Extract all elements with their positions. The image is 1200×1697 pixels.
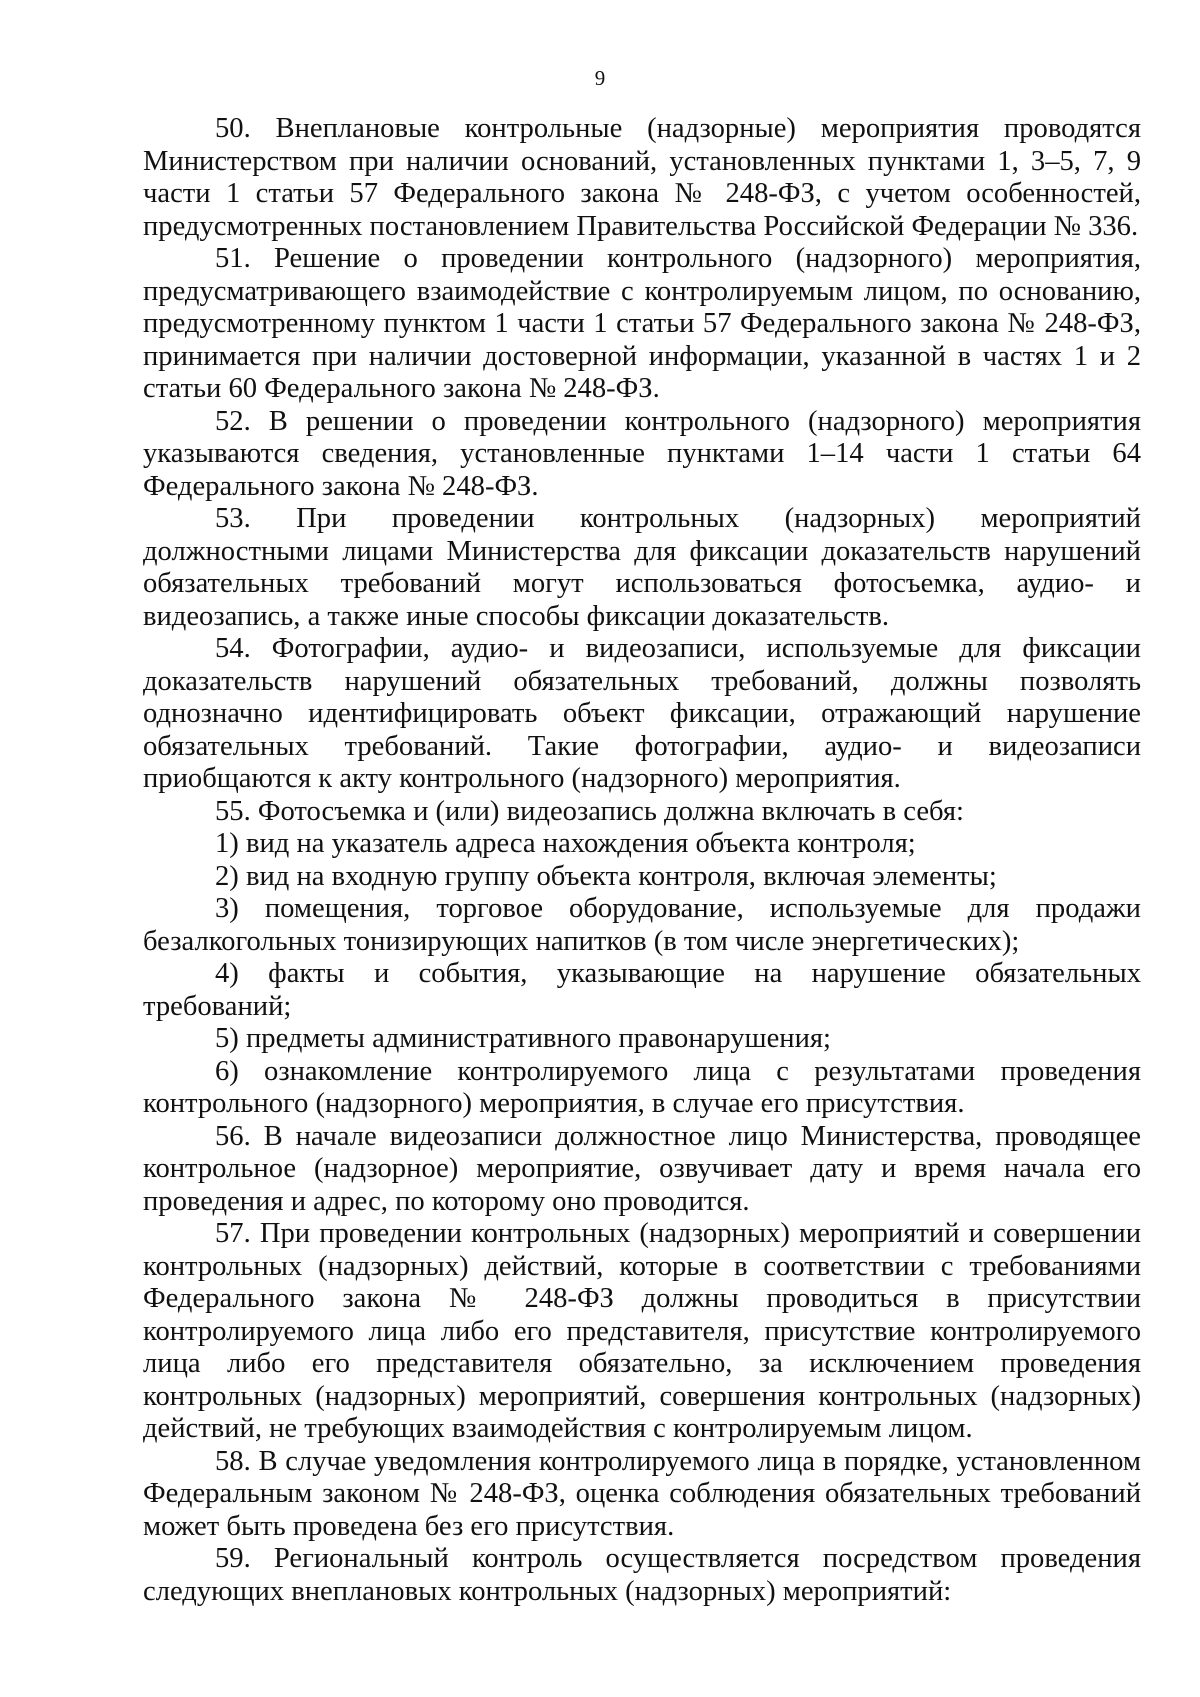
paragraph-55: 55. Фотосъемка и (или) видеозапись должна включать в себя: — [215, 795, 964, 827]
paragraph-59: 59. Региональный контроль осуществляется посредством проведения следующих внеплановых контрольных (надзорных) мероприятий: — [143, 1543, 1141, 1607]
paragraph-53: 53. При проведении контрольных (надзорных) мероприятий должностными лицами Министерства для фиксации доказательств нарушений обязательных требований могут использоваться фотосъемка, аудио- и видеозапись, а также иные способы фиксации доказательств. — [143, 503, 1141, 632]
paragraph-56: 56. В начале видеозаписи должностное лицо Министерства, проводящее контрольное (надзорное) мероприятие, озвучивает дату и время начала его проведения и адрес, по которому оно проводится. — [143, 1120, 1141, 1217]
page-number: 9 — [594, 66, 606, 90]
paragraph-52: 52. В решении о проведении контрольного (надзорного) мероприятия указываются сведения, установленные пунктами 1–14 части 1 статьи 64 Федерального закона № 248-ФЗ. — [143, 405, 1141, 502]
paragraph-54: 54. Фотографии, аудио- и видеозаписи, используемые для фиксации доказательств нарушений обязательных требований, должны позволять однозначно идентифицировать объект фиксации, отражающий нарушение обязательных требований. Такие фотографии, аудио- и видеозаписи приобщаются к акту контрольного (надзорного) мероприятия. — [143, 633, 1141, 794]
list-item-4: 4) факты и события, указывающие на нарушение обязательных требований; — [143, 958, 1141, 1022]
list-item-5: 5) предметы административного правонарушения; — [215, 1023, 831, 1054]
paragraph-57: 57. При проведении контрольных (надзорных) мероприятий и совершении контрольных (надзорных) действий, которые в соответствии с требованиями Федерального закона № 248-ФЗ должны проводиться в присутствии контролируемого лица либо его представителя, присутствие контролируемого лица либо его представителя обязательно, за исключением проведения контрольных (надзорных) мероприятий, совершения контрольных (надзорных) действий, не требующих взаимодействия с контролируемым лицом. — [143, 1218, 1141, 1444]
list-item-6: 6) ознакомление контролируемого лица с результатами проведения контрольного (надзорного) мероприятия, в случае его присутствия. — [143, 1055, 1141, 1119]
paragraph-50: 50. Внеплановые контрольные (надзорные) мероприятия проводятся Министерством при наличии оснований, установленных пунктами 1, 3–5, 7, 9 части 1 статьи 57 Федерального закона № 248-ФЗ, с учетом особенностей, предусмотренных постановлением Правительства Российской Федерации № 336. — [143, 113, 1141, 242]
document-body — [143, 113, 1141, 1608]
list-item-3: 3) помещения, торговое оборудование, используемые для продажи безалкогольных тонизирующих напитков (в том числе энергетических); — [143, 893, 1141, 957]
paragraph-58: 58. В случае уведомления контролируемого лица в порядке, установленном Федеральным законом № 248-ФЗ, оценка соблюдения обязательных требований может быть проведена без его присутствия. — [143, 1445, 1141, 1542]
list-item-1: 1) вид на указатель адреса нахождения объекта контроля; — [215, 828, 916, 859]
paragraph-51: 51. Решение о проведении контрольного (надзорного) мероприятия, предусматривающего взаимодействие с контролируемым лицом, по основанию, предусмотренному пунктом 1 части 1 статьи 57 Федерального закона № 248-ФЗ, принимается при наличии достоверной информации, указанной в частях 1 и 2 статьи 60 Федерального закона № 248-ФЗ. — [143, 243, 1141, 404]
list-item-2: 2) вид на входную группу объекта контроля, включая элементы; — [215, 860, 997, 892]
